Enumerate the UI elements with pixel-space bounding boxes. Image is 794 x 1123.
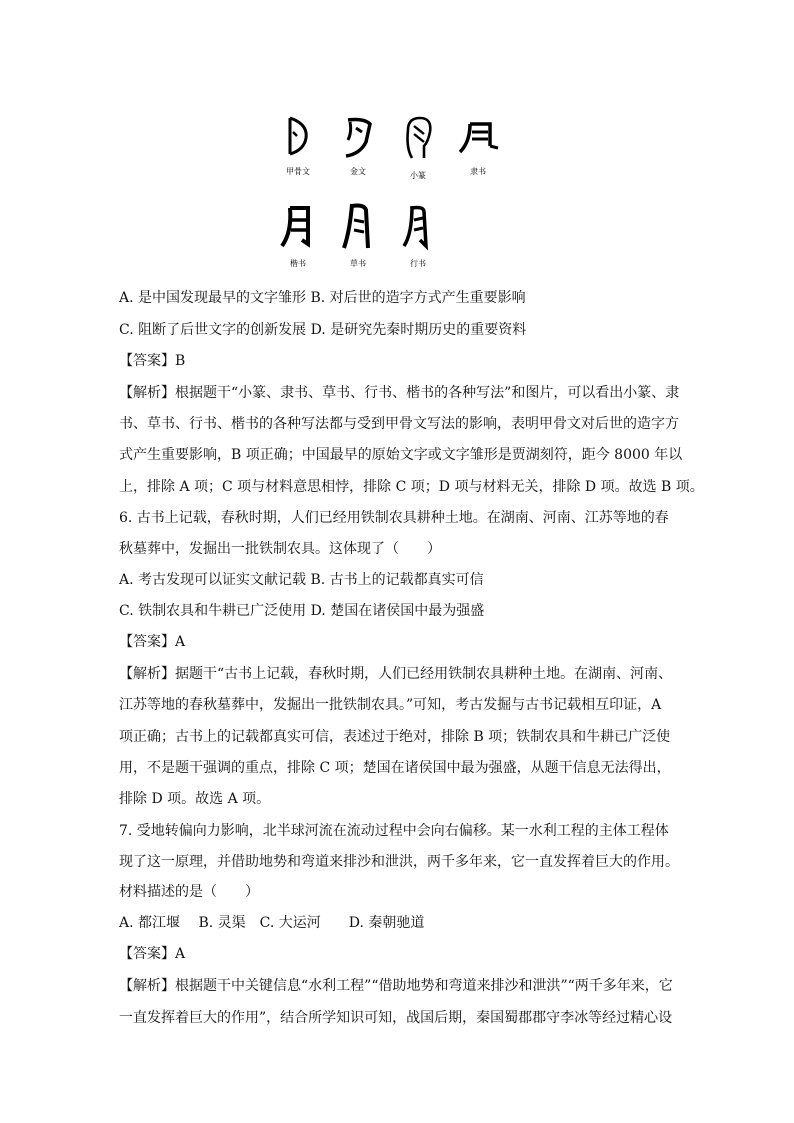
caption-bronze: 金文 — [350, 167, 366, 176]
glyph-figure-row-1 — [268, 112, 508, 181]
analysis-q7-line-1: 【解析】根据题干中关键信息“水利工程”“借助地势和弯道来排沙和泄洪”“两千多年来，它 — [119, 978, 673, 994]
option-line-q6-ab: A. 考古发现可以证实文献记载 B. 古书上的记载都真实可信 — [119, 572, 484, 588]
analysis-q6-line-3: 项正确；古书上的记载都真实可信，表述过于绝对，排除 B 项；铁制农具和牛耕已广泛使 — [119, 729, 671, 745]
analysis-q5-line-1: 【解析】根据题干“小篆、隶书、草书、行书、楷书的各种写法”和图片，可以看出小篆、隶 — [119, 385, 680, 401]
option-line-q6-cd: C. 铁制农具和牛耕已广泛使用 D. 楚国在诸侯国中最为强盛 — [119, 603, 485, 619]
answer-q7: 【答案】A — [119, 946, 186, 962]
answer-q6: 【答案】A — [119, 634, 186, 650]
glyph-clerical — [448, 112, 508, 181]
glyph-figure-row-2 — [268, 200, 448, 269]
option-line-q7: A. 都江堰 B. 灵渠 C. 大运河 D. 秦朝驰道 — [119, 915, 425, 931]
glyph-bronze — [328, 112, 388, 181]
analysis-q6-line-5: 排除 D 项。故选 A 项。 — [119, 791, 271, 807]
option-line-q5-ab: A. 是中国发现最早的文字雏形 B. 对后世的造字方式产生重要影响 — [119, 290, 526, 306]
analysis-q6-line-4: 用，不是题干强调的重点，排除 C 项；楚国在诸侯国中最为强盛，从题干信息无法得出， — [119, 760, 671, 776]
glyph-running-script — [388, 200, 448, 269]
glyph-small-seal — [388, 112, 448, 181]
caption-oracle-bone: 甲骨文 — [286, 167, 310, 176]
option-line-q5-cd: C. 阻断了后世文字的创新发展 D. 是研究先秦时期历史的重要资料 — [119, 322, 527, 338]
analysis-q5-line-2: 书、草书、行书、楷书的各种写法都与受到甲骨文写法的影响，表明甲骨文对后世的造字方 — [119, 416, 679, 432]
glyph-oracle-bone — [268, 112, 328, 181]
caption-running-script: 行书 — [410, 259, 426, 268]
glyph-cursive-script — [328, 200, 388, 269]
analysis-q6-line-2: 江苏等地的春秋墓葬中，发掘出一批铁制农具。”可知，考古发掘与古书记载相互印证，A — [119, 697, 662, 713]
analysis-q7-line-2: 一直发挥着巨大的作用”，结合所学知识可知，战国后期，秦国蜀郡郡守李冰等经过精心设 — [119, 1010, 673, 1026]
question-6-line-2: 秋墓葬中，发掘出一批铁制农具。这体现了（ ） — [119, 541, 441, 557]
question-7-line-1: 7. 受地转偏向力影响，北半球河流在流动过程中会向右偏移。某一水利工程的主体工程体 — [119, 823, 669, 839]
caption-cursive-script: 草书 — [350, 259, 366, 268]
analysis-q5-line-3: 式产生重要影响，B 项正确；中国最早的原始文字或文字雏形是贾湖刻符，距今 8000 年以 — [119, 447, 683, 463]
glyph-regular-script — [268, 200, 328, 269]
question-7-line-3: 材料描述的是（ ） — [119, 884, 259, 900]
answer-q5: 【答案】B — [119, 353, 186, 369]
caption-regular-script: 楷书 — [290, 259, 306, 268]
analysis-q5-line-4: 上，排除 A 项；C 项与材料意思相悖，排除 C 项；D 项与材料无关，排除 D 项。故选 B 项。 — [119, 479, 704, 495]
analysis-q6-line-1: 【解析】据题干“古书上记载，春秋时期，人们已经用铁制农具耕种土地。在湖南、河南、 — [119, 666, 673, 682]
question-7-line-2: 现了这一原理，并借助地势和弯道来排沙和泄洪，两千多年来，它一直发挥着巨大的作用。 — [119, 854, 679, 870]
caption-clerical: 隶书 — [470, 167, 486, 176]
question-6-line-1: 6. 古书上记载，春秋时期，人们已经用铁制农具耕种土地。在湖南、河南、江苏等地的春 — [119, 510, 669, 526]
caption-small-seal: 小篆 — [410, 171, 426, 180]
